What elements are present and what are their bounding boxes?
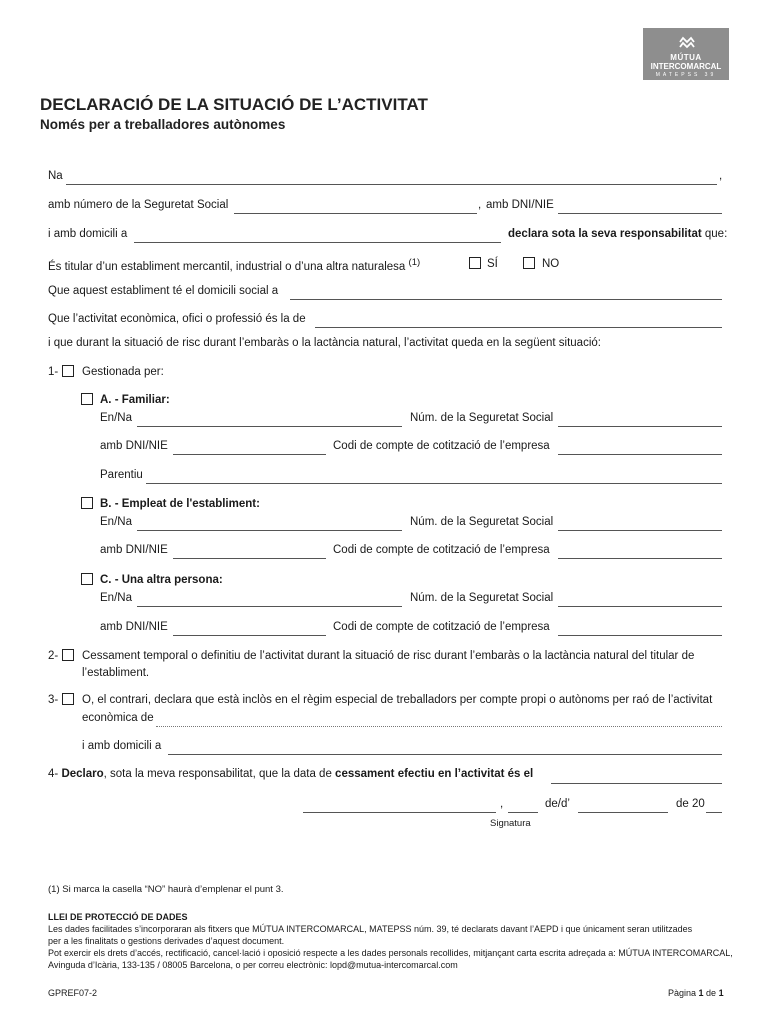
page-de: de [703, 988, 719, 998]
option-3-domicile-field[interactable] [168, 754, 722, 755]
b-codi-field[interactable] [558, 558, 722, 559]
activity-field[interactable] [315, 327, 722, 328]
logo [643, 28, 729, 80]
a-num-ss-field[interactable] [558, 426, 722, 427]
declares-text [508, 228, 727, 240]
legal-heading: LLEI DE PROTECCIÓ DE DADES [48, 912, 188, 922]
domicile-social-field[interactable] [290, 299, 722, 300]
familiar-checkbox[interactable] [81, 393, 93, 405]
option-2-text-line2: l’establiment. [82, 667, 150, 679]
logo-line3: MATEPSS 39 [655, 72, 717, 78]
declares-rest: que: [701, 228, 728, 240]
option-4-bold1: Declaro [61, 768, 104, 780]
dni-label: amb DNI/NIE [486, 199, 554, 211]
option-3-activity-field[interactable] [156, 726, 722, 727]
b-en-na-label: En/Na [100, 516, 132, 528]
place-field[interactable] [303, 812, 496, 813]
a-num-ss-label: Núm. de la Seguretat Social [410, 412, 554, 424]
date-comma: , [500, 798, 504, 810]
b-num-ss-label: Núm. de la Seguretat Social [410, 516, 554, 528]
option-4-text [48, 768, 533, 780]
option-3-text-line1: O, el contrari, declara que està inclòs en el règim especial de treballadors per compte propi o autònoms per raó de l’activitat [82, 694, 713, 706]
legal-line2: per a les finalitats o gestions derivades d’aquest document. [48, 936, 285, 946]
altra-persona-label: C. - Una altra persona: [100, 574, 223, 586]
b-codi-label: Codi de compte de cotització de l’empresa [333, 544, 550, 556]
a-codi-label: Codi de compte de cotització de l’empresa [333, 440, 550, 452]
altra-persona-checkbox[interactable] [81, 573, 93, 585]
option-1-label: Gestionada per: [82, 366, 164, 378]
familiar-label: A. - Familiar: [100, 394, 170, 406]
month-field[interactable] [578, 812, 668, 813]
logo-line1: MÚTUA [670, 53, 702, 62]
titular-note: (1) [408, 257, 421, 268]
year-field[interactable] [706, 812, 722, 813]
a-en-na-label: En/Na [100, 412, 132, 424]
date-de-label: de/d’ [545, 798, 570, 810]
option-2-number: 2- [48, 650, 59, 662]
a-codi-field[interactable] [558, 454, 722, 455]
titular-label [48, 257, 420, 273]
option-4-mid: , sota la meva responsabilitat, que la data de [103, 768, 336, 780]
domicile-social-label: Que aquest establiment té el domicili social a [48, 285, 279, 297]
page-current: 1 [698, 988, 704, 998]
na-field[interactable] [66, 184, 717, 185]
logo-line2: INTERCOMARCAL [650, 62, 722, 71]
a-en-na-field[interactable] [137, 426, 402, 427]
na-comma: , [719, 170, 723, 182]
c-num-ss-field[interactable] [558, 606, 722, 607]
date-year-label: de 20 [676, 798, 705, 810]
option-2-checkbox[interactable] [62, 649, 74, 661]
c-num-ss-label: Núm. de la Seguretat Social [410, 592, 554, 604]
signature-label: Signatura [490, 818, 531, 829]
titular-text: És titular d’un establiment mercantil, industrial o d’una altra naturalesa [48, 260, 406, 273]
option-3-number: 3- [48, 694, 59, 706]
yes-label: SÍ [487, 258, 498, 270]
page-number [668, 988, 724, 998]
empleat-checkbox[interactable] [81, 497, 93, 509]
a-dni-field[interactable] [173, 454, 326, 455]
domicile-field[interactable] [134, 242, 501, 243]
page-prefix: Pàgina [668, 988, 699, 998]
dni-field[interactable] [558, 213, 722, 214]
c-dni-label: amb DNI/NIE [100, 621, 168, 633]
page-total: 1 [718, 988, 724, 998]
no-checkbox[interactable] [523, 257, 535, 269]
declares-bold: declara sota la seva responsabilitat [508, 228, 702, 240]
day-field[interactable] [508, 812, 538, 813]
option-1-checkbox[interactable] [62, 365, 74, 377]
b-dni-label: amb DNI/NIE [100, 544, 168, 556]
option-4-bold2: cessament efectiu en l’activitat és el [335, 768, 534, 780]
option-2-text-line1: Cessament temporal o definitiu de l’activitat durant la situació de risc durant l’embaràs o la lactància natural del titular de [82, 650, 695, 662]
c-en-na-field[interactable] [137, 606, 402, 607]
legal-line3: Pot exercir els drets d’accés, rectificació, cancel·lació i oposició respecte a les dades personals recollides, mitjançant carta escrita adreçada a: MÚTUA INTERCOMARCAL, [48, 948, 733, 958]
form-code: GPREF07-2 [48, 988, 98, 998]
legal-line4: Avinguda d’Icària, 133-135 / 08005 Barcelona, o per correu electrònic: lopd@mutua-intercomarcal.com [48, 960, 458, 970]
footnote: (1) Si marca la casella “NO” haurà d’emplenar el punt 3. [48, 884, 284, 895]
legal-line1: Les dades facilitades s’incorporaran als fitxers que MÚTUA INTERCOMARCAL, MATEPSS núm. 39, té declarats davant l’AEPD i que únicament seran utilitzades [48, 924, 693, 934]
a-dni-label: amb DNI/NIE [100, 440, 168, 452]
c-codi-label: Codi de compte de cotització de l’empresa [333, 621, 550, 633]
activity-label: Que l’activitat econòmica, ofici o professió és la de [48, 313, 306, 325]
b-dni-field[interactable] [173, 558, 326, 559]
yes-checkbox[interactable] [469, 257, 481, 269]
c-codi-field[interactable] [558, 635, 722, 636]
logo-mark-icon [679, 35, 695, 49]
c-dni-field[interactable] [173, 635, 326, 636]
cessament-date-field[interactable] [551, 783, 722, 784]
parentiu-field[interactable] [146, 483, 722, 484]
situation-text: i que durant la situació de risc durant l’embaràs o la lactància natural, l’activitat queda en la següent situació: [48, 337, 601, 349]
ss-comma: , [478, 199, 482, 211]
empleat-label: B. - Empleat de l'establiment: [100, 498, 260, 510]
b-en-na-field[interactable] [137, 530, 402, 531]
no-label: NO [542, 258, 560, 270]
option-4-number: 4- [48, 768, 59, 780]
page-title: DECLARACIÓ DE LA SITUACIÓ DE L’ACTIVITAT [40, 95, 428, 114]
option-3-text-line2: econòmica de [82, 712, 154, 724]
c-en-na-label: En/Na [100, 592, 132, 604]
na-label: Na [48, 170, 63, 182]
parentiu-label: Parentiu [100, 469, 143, 481]
option-3-domicile-label: i amb domicili a [82, 740, 162, 752]
option-1-number: 1- [48, 366, 59, 378]
option-3-checkbox[interactable] [62, 693, 74, 705]
ss-number-label: amb número de la Seguretat Social [48, 199, 229, 211]
ss-number-field[interactable] [234, 213, 477, 214]
domicile-label: i amb domicili a [48, 228, 128, 240]
page-subtitle: Només per a treballadores autònomes [40, 117, 286, 132]
b-num-ss-field[interactable] [558, 530, 722, 531]
